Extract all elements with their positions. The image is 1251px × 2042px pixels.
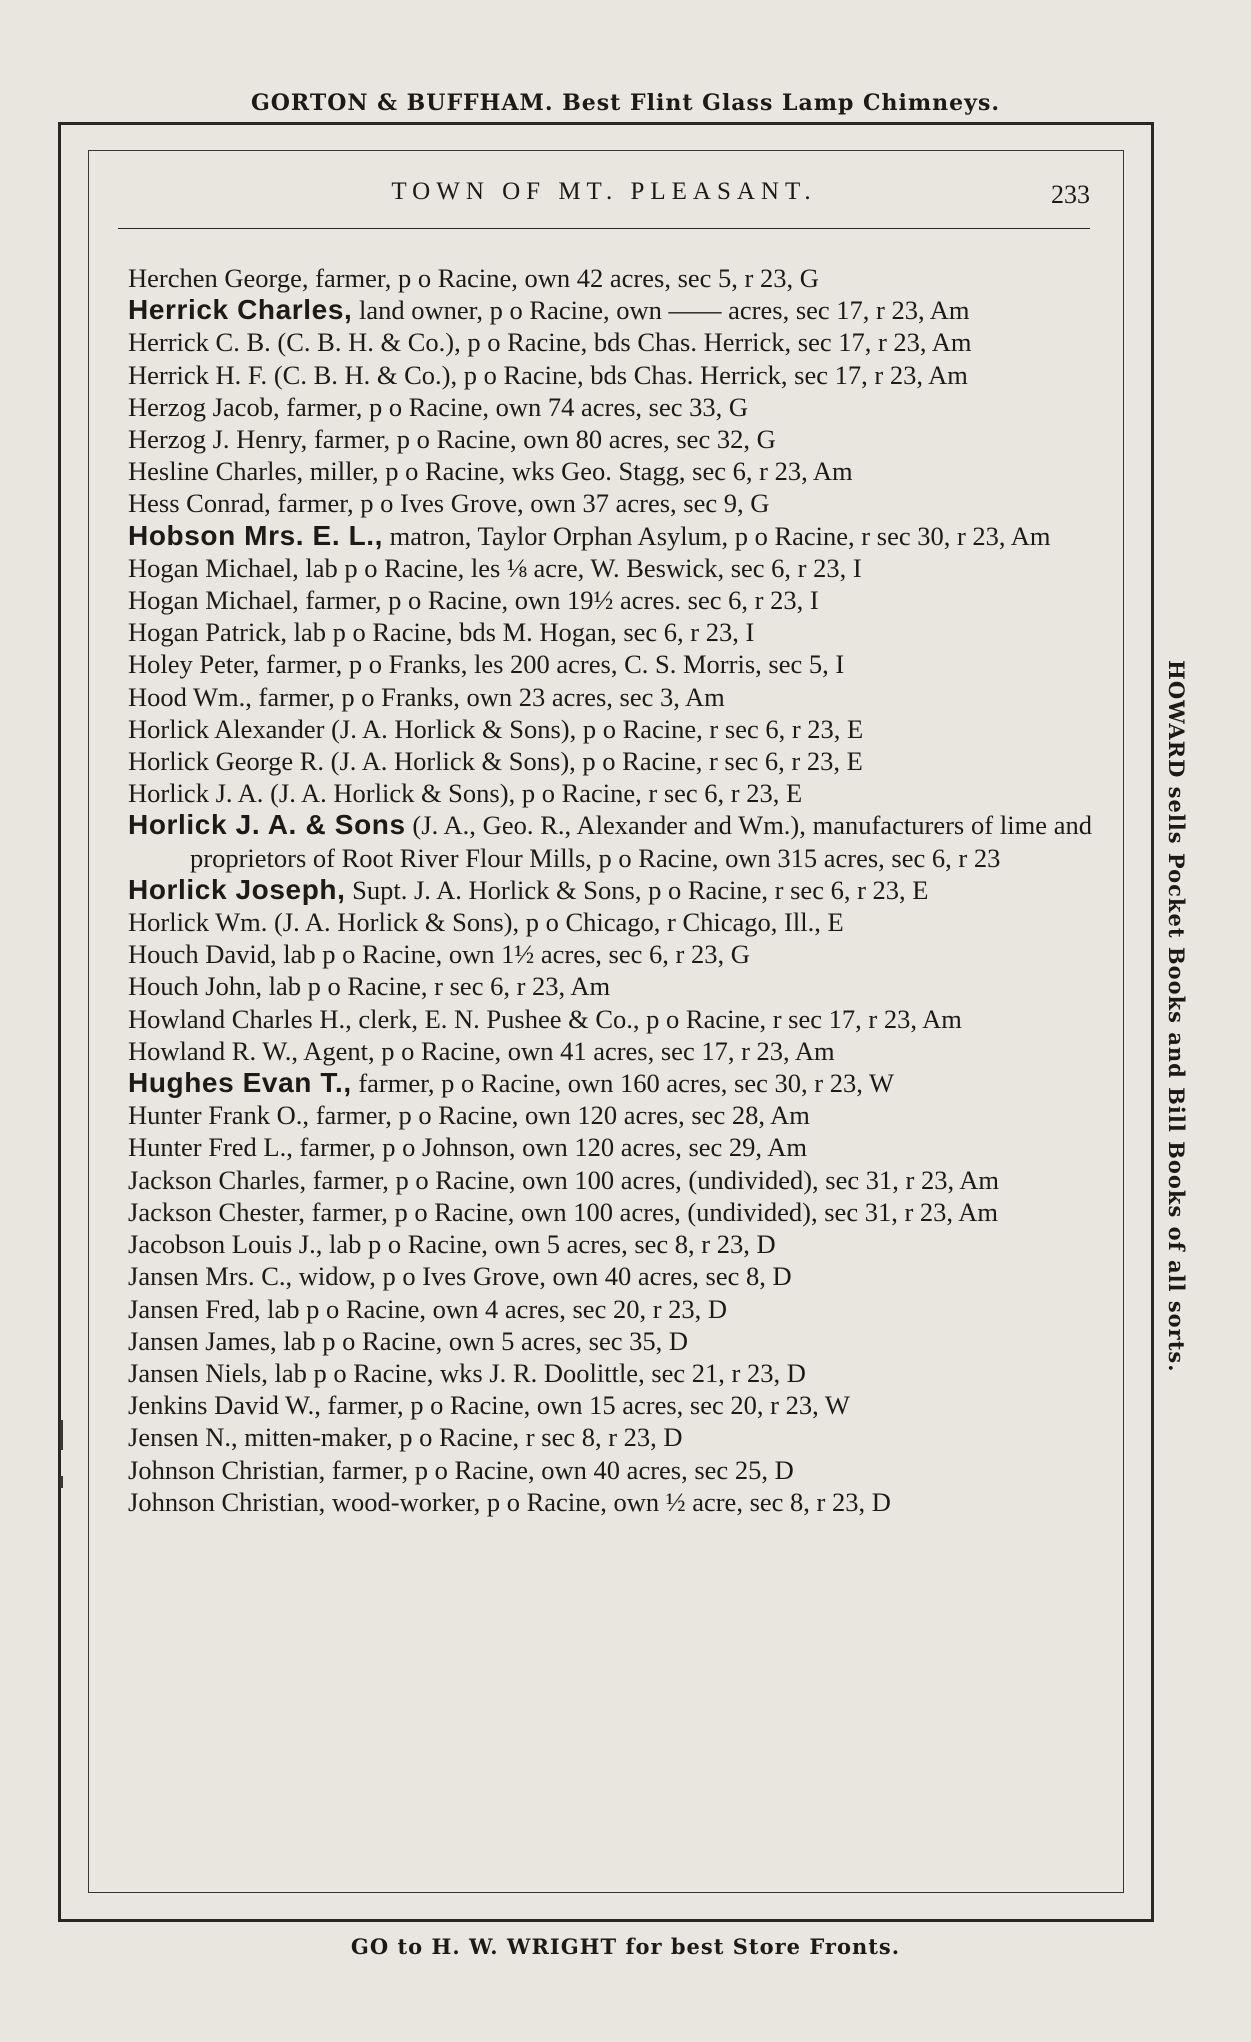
entry-name: Herzog J. Henry,: [128, 424, 308, 455]
directory-entry: [128, 681, 1092, 713]
directory-entry: [128, 1035, 1092, 1067]
entry-name: Horlick Alexander: [128, 713, 325, 744]
entry-name: Jensen N.,: [128, 1422, 238, 1453]
directory-entry: [128, 1067, 1092, 1099]
entry-details: widow, p o Ives Grove, own 40 acres, sec 8, D: [292, 1261, 792, 1292]
entry-name: Hess Conrad,: [128, 488, 271, 519]
entry-name: Jackson Chester,: [128, 1196, 306, 1227]
entry-name: Hughes Evan T.,: [128, 1067, 352, 1099]
entry-details: farmer, p o Racine, own 15 acres, sec 20, r 23, W: [320, 1390, 850, 1421]
entry-name: Horlick J. A. & Sons: [128, 809, 406, 841]
directory-entry: [128, 874, 1092, 906]
entry-details: farmer, p o Racine, own 80 acres, sec 32, G: [307, 424, 776, 455]
entry-details: lab p o Racine, r sec 6, r 23, Am: [261, 971, 611, 1002]
entry-name: Hogan Michael,: [128, 552, 299, 583]
entry-name: Horlick Wm.: [128, 907, 268, 938]
page-title: TOWN OF MT. PLEASANT.: [391, 178, 817, 205]
directory-entry: [128, 294, 1092, 326]
entry-name: Herrick H. F.: [128, 359, 268, 390]
entry-name: Johnson Christian,: [128, 1486, 326, 1517]
entry-details: wood-worker, p o Racine, own ½ acre, sec 8, r 23, D: [325, 1486, 891, 1517]
entry-details: (C. B. H. & Co.), p o Racine, bds Chas. Herrick, sec 17, r 23, Am: [267, 359, 968, 390]
entry-details: farmer, p o Racine, own 40 acres, sec 25, D: [325, 1454, 794, 1485]
directory-entry: [128, 777, 1092, 809]
entry-name: Horlick George R.: [128, 746, 325, 777]
directory-entry: [128, 1196, 1092, 1228]
entry-details: farmer, p o Racine, own 120 acres, sec 28, Am: [309, 1100, 810, 1131]
directory-entry: [128, 423, 1092, 455]
entry-details: lab p o Racine, own 1½ acres, sec 6, r 23, G: [276, 939, 750, 970]
entry-name: Houch David,: [128, 939, 277, 970]
entry-name: Hunter Fred L.,: [128, 1132, 293, 1163]
header-rule: [118, 228, 1090, 229]
directory-entry: [128, 552, 1092, 584]
entry-name: Jackson Charles,: [128, 1164, 307, 1195]
directory-entry: [128, 713, 1092, 745]
entry-details: lab p o Racine, own 5 acres, sec 35, D: [276, 1325, 689, 1356]
entry-details: matron, Taylor Orphan Asylum, p o Racine, r sec 30, r 23, Am: [383, 520, 1051, 551]
directory-entry: [128, 359, 1092, 391]
entry-details: farmer, p o Franks, les 200 acres, C. S. Morris, sec 5, I: [259, 649, 845, 680]
entry-name: Johnson Christian,: [128, 1454, 326, 1485]
directory-entry: [128, 1131, 1092, 1163]
entry-details: farmer, p o Johnson, own 120 acres, sec 29, Am: [292, 1132, 807, 1163]
entry-details: farmer, p o Ives Grove, own 37 acres, sec 9, G: [270, 488, 770, 519]
entry-details: farmer, p o Franks, own 23 acres, sec 3, Am: [251, 681, 725, 712]
entry-name: Holey Peter,: [128, 649, 260, 680]
entry-name: Hogan Michael,: [128, 585, 299, 616]
entry-details: farmer, p o Racine, own 160 acres, sec 30, r 23, W: [351, 1068, 894, 1099]
entry-details: (J. A. Horlick & Sons), p o Racine, r sec 6, r 23, E: [324, 746, 863, 777]
entry-name: Houch John,: [128, 971, 262, 1002]
entry-name: Hunter Frank O.,: [128, 1100, 310, 1131]
page-number: 233: [1051, 180, 1090, 209]
directory-entry: [128, 648, 1092, 680]
entry-name: Hogan Patrick,: [128, 617, 287, 648]
entry-details: lab p o Racine, bds M. Hogan, sec 6, r 23, I: [286, 617, 755, 648]
entry-details: (J. A. Horlick & Sons), p o Racine, r sec 6, r 23, E: [324, 713, 864, 744]
directory-entry: [128, 970, 1092, 1002]
directory-entry: [128, 1389, 1092, 1421]
entry-name: Horlick Joseph,: [128, 873, 346, 905]
directory-listing: [128, 262, 1092, 1518]
bottom-advertisement: GO to H. W. WRIGHT for best Store Fronts.: [350, 1934, 901, 1959]
entry-details: (J. A. Horlick & Sons), p o Racine, r sec 6, r 23, E: [263, 778, 803, 809]
entry-name: Herrick Charles,: [128, 294, 353, 326]
entry-name: Howland R. W.,: [128, 1035, 299, 1066]
entry-details: clerk, E. N. Pushee & Co., p o Racine, r sec 17, r 23, Am: [351, 1003, 962, 1034]
directory-entry: [128, 1486, 1092, 1518]
directory-entry: [128, 1228, 1092, 1260]
entry-name: Jenkins David W.,: [128, 1390, 321, 1421]
directory-entry: [128, 262, 1092, 294]
directory-entry: [128, 809, 1092, 873]
entry-name: Jansen Niels,: [128, 1357, 268, 1388]
entry-details: farmer, p o Racine, own 74 acres, sec 33, G: [279, 391, 748, 422]
entry-name: Jansen James,: [128, 1325, 277, 1356]
running-head: [118, 174, 1090, 222]
directory-entry: [128, 1099, 1092, 1131]
directory-entry: [128, 1454, 1092, 1486]
entry-details: farmer, p o Racine, own 19½ acres. sec 6, r 23, I: [298, 585, 819, 616]
entry-name: Herchen George,: [128, 263, 309, 293]
entry-details: lab p o Racine, own 5 acres, sec 8, r 23, D: [322, 1229, 776, 1260]
directory-entry: [128, 906, 1092, 938]
entry-name: Jacobson Louis J.,: [128, 1229, 323, 1260]
entry-details: Supt. J. A. Horlick & Sons, p o Racine, r sec 6, r 23, E: [345, 874, 929, 905]
entry-details: farmer, p o Racine, own 42 acres, sec 5, r 23, G: [308, 263, 819, 293]
directory-entry: [128, 455, 1092, 487]
margin-mark: [60, 1420, 63, 1450]
margin-mark: [60, 1476, 63, 1488]
entry-details: farmer, p o Racine, own 100 acres, (undivided), sec 31, r 23, Am: [305, 1196, 998, 1227]
entry-details: land owner, p o Racine, own —— acres, sec 17, r 23, Am: [352, 295, 970, 326]
side-advertisement: HOWARD sells Pocket Books and Bill Books of all sorts.: [1164, 660, 1189, 1373]
directory-entry: [128, 1421, 1092, 1453]
entry-name: Hood Wm.,: [128, 681, 252, 712]
entry-name: Hobson Mrs. E. L.,: [128, 519, 384, 551]
directory-entry: [128, 391, 1092, 423]
entry-details: lab p o Racine, own 4 acres, sec 20, r 23, D: [260, 1293, 728, 1324]
entry-name: Jansen Mrs. C.,: [128, 1261, 293, 1292]
entry-details: lab p o Racine, wks J. R. Doolittle, sec 21, r 23, D: [267, 1357, 806, 1388]
directory-entry: [128, 520, 1092, 552]
entry-name: Herzog Jacob,: [128, 391, 280, 422]
directory-entry: [128, 1293, 1092, 1325]
directory-entry: [128, 326, 1092, 358]
directory-entry: [128, 1325, 1092, 1357]
entry-name: Hesline Charles,: [128, 456, 304, 487]
entry-details: lab p o Racine, les ⅛ acre, W. Beswick, sec 6, r 23, I: [298, 552, 862, 583]
entry-details: miller, p o Racine, wks Geo. Stagg, sec 6, r 23, Am: [303, 456, 853, 487]
entry-name: Herrick C. B.: [128, 327, 271, 358]
entry-details: mitten-maker, p o Racine, r sec 8, r 23, D: [237, 1422, 683, 1453]
entry-details: (J. A. Horlick & Sons), p o Chicago, r Chicago, Ill., E: [267, 907, 844, 938]
entry-details: farmer, p o Racine, own 100 acres, (undivided), sec 31, r 23, Am: [306, 1164, 1000, 1195]
directory-entry: [128, 745, 1092, 777]
entry-name: Horlick J. A.: [128, 778, 264, 809]
directory-entry: [128, 584, 1092, 616]
directory-entry: [128, 1164, 1092, 1196]
entry-name: Howland Charles H.,: [128, 1003, 352, 1034]
directory-entry: [128, 938, 1092, 970]
entry-name: Jansen Fred,: [128, 1293, 261, 1324]
top-advertisement: GORTON & BUFFHAM. Best Flint Glass Lamp Chimneys.: [250, 90, 1000, 116]
directory-entry: [128, 616, 1092, 648]
entry-details: Agent, p o Racine, own 41 acres, sec 17, r 23, Am: [298, 1035, 835, 1066]
directory-entry: [128, 1003, 1092, 1035]
directory-entry: [128, 487, 1092, 519]
directory-entry: [128, 1357, 1092, 1389]
entry-details: (C. B. H. & Co.), p o Racine, bds Chas. Herrick, sec 17, r 23, Am: [270, 327, 972, 358]
directory-entry: [128, 1260, 1092, 1292]
entry-details: (J. A., Geo. R., Alexander and Wm.), manufacturers of lime and proprietors of Root River Flour Mills, p o Racine, own 315 acres, sec 6, r 23: [190, 810, 1093, 873]
